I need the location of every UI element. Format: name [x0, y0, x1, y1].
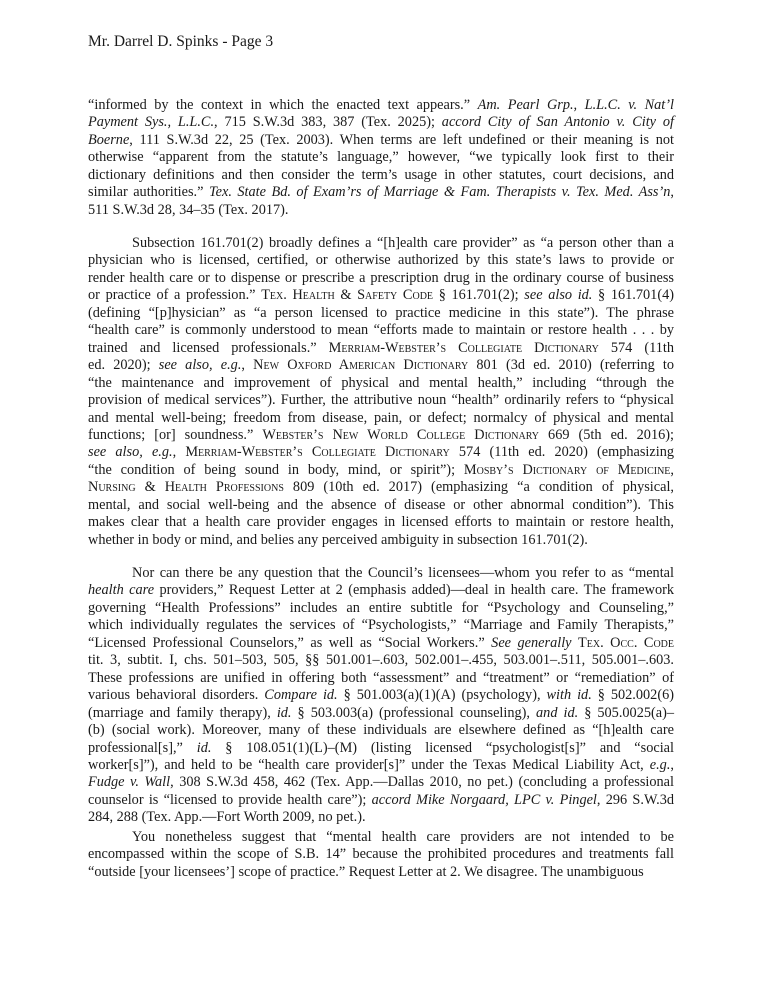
text-line: You nonetheless suggest that “mental health care providers are not intended to be	[132, 829, 674, 845]
text-line: functions; [or] soundness.” Webster’s New World College Dictionary 669 (5th ed. 2016);	[88, 426, 674, 443]
text-line: (b) (social work). Moreover, many of these individuals are elsewhere defined as “[h]ealth care	[88, 722, 674, 739]
text-line: encompassed within the scope of S.B. 14” because the prohibited procedures and treatments fall	[88, 846, 674, 863]
text-line: which individually regulates the services of “Psychologists,” “Marriage and Family Therapists,”	[88, 617, 674, 634]
text-line: otherwise “apparent from the statute’s language,” however, “we typically look first to their	[88, 149, 674, 166]
text-line: physician who is licensed, certified, or otherwise authorized by this state’s laws to provide or	[88, 252, 674, 269]
text-line: counselor is “licensed to provide health care”); accord Mike Norgaard, LPC v. Pingel, 296 S.W.3d	[88, 791, 674, 808]
text-line: “the condition of being sound in body, mind, or spirit”); Mosby’s Dictionary of Medicine,	[88, 461, 674, 478]
text-line: makes clear that a health care provider engages in licensed efforts to maintain or restore health,	[88, 514, 674, 531]
text-line: Payment Sys., L.L.C., 715 S.W.3d 383, 387 (Tex. 2025); accord City of San Antonio v. City of	[88, 114, 674, 131]
text-line: whether in body or mind, and belies any perceived ambiguity in subsection 161.701(2).	[88, 531, 588, 548]
text-line: “Licensed Professional Counselors,” as well as “Social Workers.” See generally Tex. Occ. Code	[88, 634, 675, 651]
paragraph-1	[88, 97, 674, 219]
text-line: governing “Health Professions” includes an entire subtitle for “Psychology and Counseling,”	[88, 599, 674, 616]
text-line: provision of medical services”). Further, the attributive noun “health” ordinarily refers to “physical	[88, 392, 674, 409]
text-line: “informed by the context in which the enacted text appears.” Am. Pearl Grp., L.L.C. v. Nat’l	[88, 97, 674, 113]
text-line: Fudge v. Wall, 308 S.W.3d 458, 462 (Tex. App.—Dallas 2010, no pet.) (concluding a professional	[88, 774, 674, 791]
text-line: trained and licensed professionals.” Merriam-Webster’s Collegiate Dictionary 574 (11th	[88, 339, 675, 356]
text-line: “the maintenance and improvement of physical and mental health,” including “through the	[88, 374, 674, 391]
text-line: see also, e.g., Merriam-Webster’s Collegiate Dictionary 574 (11th ed. 2020) (emphasizing	[88, 444, 674, 461]
text-line: various behavioral disorders. Compare id. § 501.003(a)(1)(A) (psychology), with id. § 502.002(6)	[88, 687, 674, 704]
text-line: dictionary definitions and then consider the term’s usage in other statutes, court decisions, and	[88, 166, 674, 183]
text-line: Subsection 161.701(2) broadly defines a “[h]ealth care provider” as “a person other than a	[132, 235, 674, 251]
text-line: similar authorities.” Tex. State Bd. of Exam’rs of Marriage & Fam. Therapists v. Tex. Med. Ass’n,	[88, 184, 674, 201]
page-header: Mr. Darrel D. Spinks - Page 3	[88, 33, 274, 50]
text-line: 284, 288 (Tex. App.—Fort Worth 2009, no pet.).	[88, 809, 366, 826]
text-line: Nor can there be any question that the Council’s licensees—whom you refer to as “mental	[132, 565, 674, 581]
text-line: mental, and social well-being and the absence of disease or other abnormal condition”). This	[88, 496, 674, 513]
text-line: (defining “[p]hysician” as “a person licensed to practice medicine in this state”). The phrase	[88, 304, 674, 321]
paragraph-4	[88, 829, 674, 881]
text-line: health care providers,” Request Letter at 2 (emphasis added)—deal in health care. The framework	[88, 582, 674, 599]
text-line: Nursing & Health Professions 809 (10th ed. 2017) (emphasizing “a condition of physical,	[88, 479, 674, 496]
text-line: “outside [your licensees’] scope of practice.” Request Letter at 2. We disagree. The unambiguous	[88, 863, 644, 880]
text-line: worker[s]”), and held to be “health care provider[s]” under the Texas Medical Liability Act, e.g.,	[88, 756, 674, 773]
text-line: (marriage and family therapy), id. § 503.003(a) (professional counseling), and id. § 505.0025(a)–	[88, 704, 675, 721]
text-line: render health care or to dispense or prescribe a prescription drug in the ordinary course of business	[88, 269, 674, 286]
text-line: ed. 2020); see also, e.g., New Oxford American Dictionary 801 (3d ed. 2010) (referring to	[88, 357, 675, 374]
text-line: or practice of a profession.” Tex. Health & Safety Code § 161.701(2); see also id. § 161.701(4)	[88, 287, 674, 304]
text-line: tit. 3, subtit. I, chs. 501–503, 505, §§ 501.001–.603, 502.001–.455, 503.001–.511, 505.001–.603.	[88, 652, 674, 669]
text-line: 511 S.W.3d 28, 34–35 (Tex. 2017).	[88, 201, 289, 218]
text-line: and mental well-being; freedom from disease, pain, or defect; normalcy of physical and mental	[88, 409, 674, 426]
paragraph-2	[88, 235, 674, 549]
text-line: “health care” is commonly understood to mean “efforts made to maintain or restore health . . . by	[88, 322, 674, 339]
text-line: These professions are unified in offering both “assessment” and “treatment” or “remediation” of	[88, 669, 674, 686]
paragraph-3	[88, 565, 674, 827]
text-line: Boerne, 111 S.W.3d 22, 25 (Tex. 2003). When terms are left undefined or their meaning is not	[88, 131, 674, 148]
text-line: professional[s],” id. § 108.051(1)(L)–(M) (listing licensed “psychologist[s]” and “social	[88, 739, 674, 756]
